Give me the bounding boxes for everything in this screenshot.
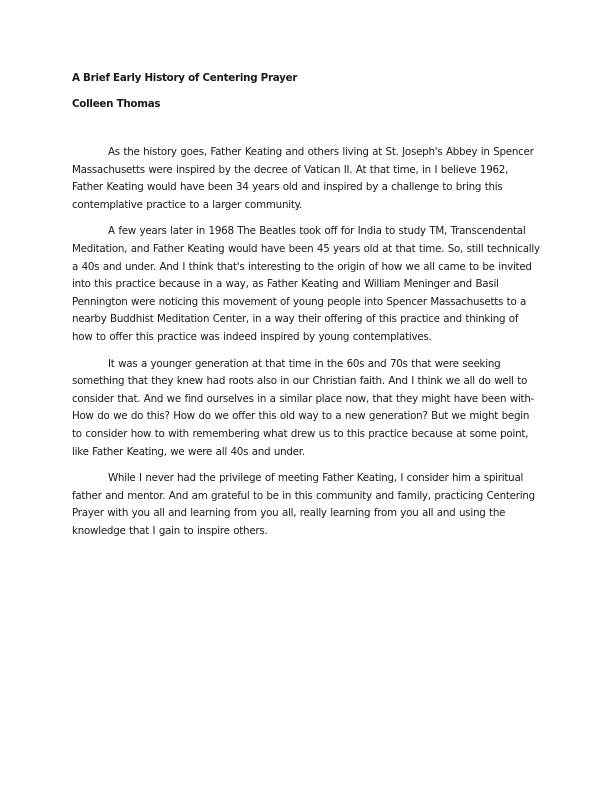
paragraph-1: As the history goes, Father Keating and others living at St. Joseph's Abbey in Spencer Massachusetts were inspired by the decree of Vatican II. At that time, in I believe 1962, Father Keating would have been 34 years old and inspired by a challenge to bring this contemplative practice to a larger community. [72, 146, 534, 211]
paragraph-2: A few years later in 1968 The Beatles took off for India to study TM, Transcendental Meditation, and Father Keating would have been 45 years old at that time. So, still technically a 40s and under. And I think that's interesting to the origin of how we all came to be invited into this practice because in a way, as Father Keating and William Meninger and Basil Pennington were noticing this movement of young people into Spencer Massachusetts to a nearby Buddhist Meditation Center, in a way their offering of this practice and thinking of how to offer this practice was indeed inspired by young contemplatives. [72, 225, 540, 343]
paragraph-3: It was a younger generation at that time in the 60s and 70s that were seeking something that they knew had roots also in our Christian faith. And I think we all do well to consider that. And we find ourselves in a similar place now, that they might have been with- How do we do this? How do we offer this old way to a new generation? But we might begin to consider how to with remembering what drew us to this practice because at some point, like Father Keating, we were all 40s and under. [72, 357, 535, 458]
document-title: A Brief Early History of Centering Prayer [72, 72, 298, 84]
paragraph-4: While I never had the privilege of meeting Father Keating, I consider him a spiritual father and mentor. And am grateful to be in this community and family, practicing Centering Prayer with you all and learning from you all, really learning from you all and using the knowledge that I gain to inspire others. [72, 472, 535, 537]
document-content [72, 70, 542, 549]
document-author: Colleen Thomas [72, 98, 161, 110]
document-body [72, 144, 542, 540]
